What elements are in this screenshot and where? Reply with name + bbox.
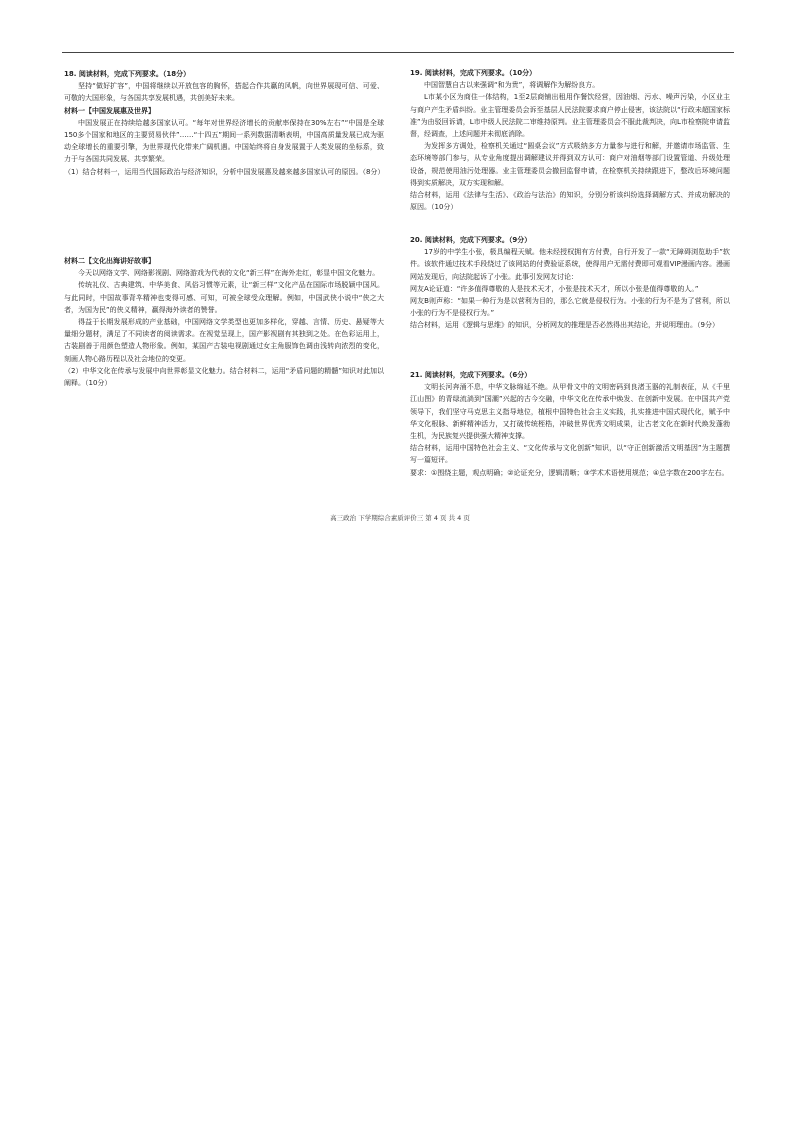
q21-requirements: 要求：①围绕主题，观点明确；②论证充分，逻辑清晰；③学术术语使用规范；④总字数在200字左右。 (410, 468, 729, 477)
question-20 (410, 234, 730, 332)
q20-case: 17岁的中学生小张，极具编程天赋。他未经授权拥有方付费，自行开发了一款“无障碍浏览助手”软件。该软件通过技术手段绕过了该网站的付费验证系统，使得用户无需付费即可观看VIP漫画内容。漫画网站发现后，向法院起诉了小张。此事引发网友讨论： (410, 248, 730, 281)
q19-intro: 中国智慧自古以来强调“和为贵”，将调解作为解纷良方。 (424, 81, 600, 90)
q18-header: 18. 阅读材料，完成下列要求。（18分） (64, 70, 191, 78)
q19-header: 19. 阅读材料，完成下列要求。（10分） (410, 69, 537, 77)
q18-material1-title: 材料一【中国发展惠及世界】 (64, 106, 155, 115)
q19-question: 结合材料，运用《法律与生活》、《政治与法治》的知识，分别分析该纠纷选择调解方式、并成功解决的原因。（10分） (410, 191, 730, 212)
page-footer: 高三政治 下学期综合素质评价三 第 4 页 共 4 页 (330, 514, 470, 522)
q18-material1-text: 中国发展正在持续给越多国家认可。“每年对世界经济增长的贡献率保持在30%左右”“中国是全球150多个国家和地区的主要贸易伙伴”……“十四五”期间一系列数据清晰表明，中国高质量发展已成为驱动全球增长的重要引擎，为世界现代化带来广阔机遇。中国始终将自身发展置于人类发展的坐标系，致力于与各国共同发展、共享繁荣。 (64, 118, 384, 164)
q21-material: 文明长河奔涌不息，中华文脉绵延不绝。从甲骨文中的文明密码到良渚玉器的礼制表征，从《千里江山图》的青绿流淌到“国潮”兴起的古今交融，中华文化在传承中焕发、在创新中发展。在中国共产党领导下，我们坚守马克思主义指导地位，植根中国特色社会主义实践，扎实推进中国式现代化，赋予中华文化根脉、新鲜精神活力，又打破传统桎梏，冲破世界优秀文明成果，让古老文化在新时代焕发蓬勃生机，为民族复兴提供强大精神支撑。 (410, 383, 730, 441)
q20-question: 结合材料，运用《逻辑与思维》的知识，分析网友的推理是否必然得出其结论，并说明理由。（9分） (410, 321, 719, 330)
q18-material2-p3: 得益于长期发展形成的产业基础，中国网络文学类型也更加多样化，穿越、言情、历史、悬疑等大量细分题材，满足了不同读者的阅读需求。在视觉呈现上，国产影视剧有其独到之处。在色彩运用上，古装剧善于用颜色塑造人物形象。例如，某国产古装电视剧通过女主角服饰色调由浅转向浓烈的变化，刻画人物心路历程以及社会地位的变更。 (64, 318, 384, 363)
q18-material2-title: 材料二【文化出海讲好故事】 (64, 257, 155, 265)
q20-header: 20. 阅读材料，完成下列要求。（9分） (410, 236, 532, 244)
question-18 (64, 68, 384, 178)
q18-material2-p1: 今天以网络文学、网络影视剧、网络游戏为代表的文化“新三样”在海外走红，彰显中国文化魅力。 (78, 269, 380, 278)
q20-netizen-b: 网友B则声称：“如果一种行为是以营利为目的，那么它就是侵权行为。小张的行为不是为了营利，所以小张的行为不是侵权行为。” (410, 297, 730, 318)
q18-material2-p2: 传统礼仪、古典建筑、中华美食、风俗习惯等元素，让“新三样”文化产品在国际市场脱颖中国风。与此同时，中国故事背후精神也变得可感、可知，可被全球受众理解。例如，中国武侠小说中“侠之大者，为国为民”的侠义精神，赢得海外读者的赞誉。 (64, 281, 384, 314)
q18-subquestion-1: （1）结合材料一，运用当代国际政治与经济知识，分析中国发展惠及越来越多国家认可的原因。（8分） (64, 167, 385, 176)
q19-mediation: 为发挥多方调处，检察机关通过“圆桌会议”方式吸纳多方力量参与进行和解，并邀请市场监管、生态环境等部门参与，从专业角度提出调解建议并得到双方认可：商户对油烟等部门设置管道、升级处理设备，规范使用油污处理器。业主管理委员会撤回监督申请，在检察机关持续跟进下，整改后环境问题得到实质解决，双方实现和解。 (410, 142, 730, 187)
q19-case: L市某小区为商住一体结构，1至2层商铺出租用作餐饮经营，因油烟、污水、噪声污染，小区业主与商户产生矛盾纠纷。业主管理委员会诉至基层人民法院要求商户停止侵害，该法院以“行政未超国家标准”为由驳回诉请，L市中级人民法院二审维持原判。业主管理委员会不服此裁判决，向L市检察院申请监督，经调查，上述问题并未彻底消除。 (410, 93, 730, 139)
top-rule (62, 52, 734, 53)
q21-question: 结合材料，运用中国特色社会主义、“文化传承与文化创新”知识，以“守正创新激活文明基因”为主题撰写一篇短评。 (410, 444, 730, 465)
question-18-material2 (64, 255, 384, 389)
question-21 (410, 369, 730, 479)
q18-subquestion-2: （2）中华文化在传承与发展中向世界彰显文化魅力。结合材料二，运用“矛盾问题的精髓”知识对此加以阐释。（10分） (64, 366, 384, 388)
question-19 (410, 67, 730, 213)
q20-netizen-a: 网友A论证道：“许多值得尊敬的人是技术天才，小张是技术天才，所以小张是值得尊敬的人。” (410, 284, 699, 293)
q21-header: 21. 阅读材料，完成下列要求。（6分） (410, 371, 532, 379)
q18-intro: 坚持“做好扩容”，中国将继续以开放包容的胸怀，搭起合作共赢的风帆，向世界展现可信、可爱、可敬的大国形象，与各国共享发展机遇，共创美好未来。 (64, 82, 384, 103)
